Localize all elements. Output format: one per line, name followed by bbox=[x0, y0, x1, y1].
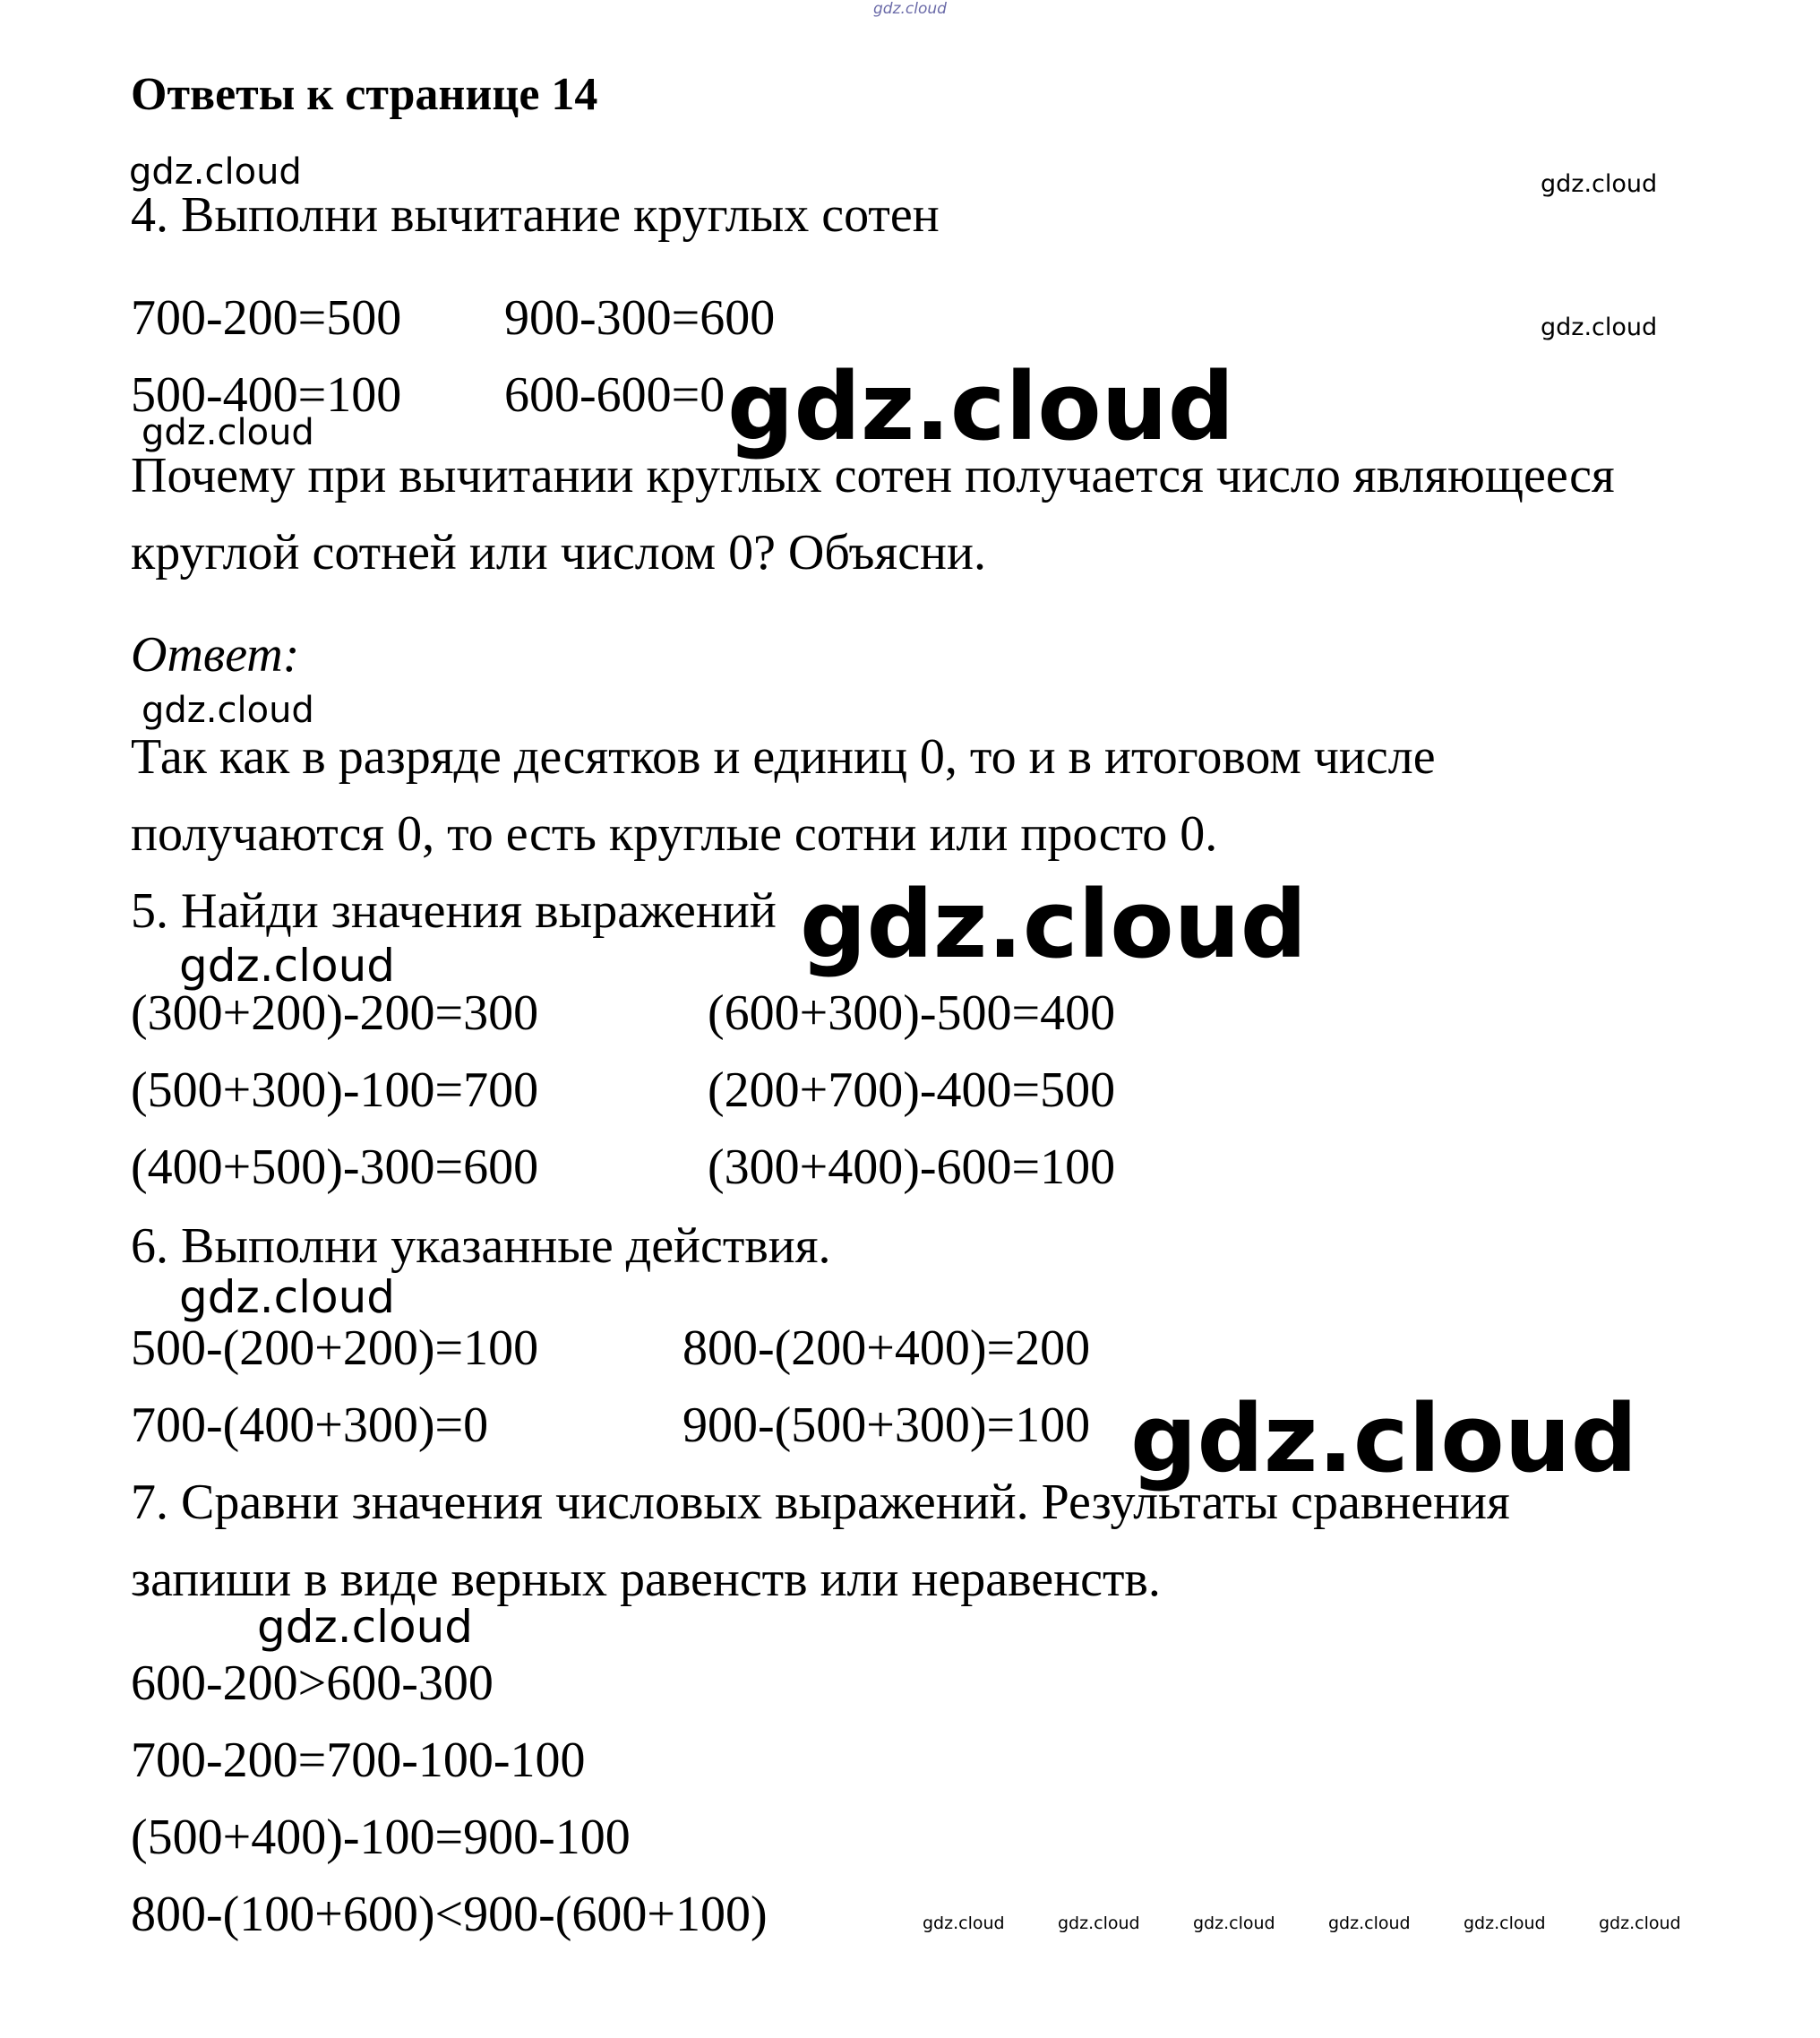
task7-expr: 700-200=700-100-100 bbox=[131, 1733, 586, 1788]
task5-expr: (600+300)-500=400 bbox=[708, 985, 1116, 1041]
task4-heading: 4. Выполни вычитание круглых сотен bbox=[131, 187, 940, 243]
task6-expr: 500-(200+200)=100 bbox=[131, 1320, 539, 1376]
watermark: gdz.cloud bbox=[142, 412, 314, 453]
task4-question: круглой сотней или числом 0? Объясни. bbox=[131, 525, 986, 580]
task7-expr: 800-(100+600)<900-(600+100) bbox=[131, 1887, 768, 1942]
task5-heading: 5. Найди значения выражений bbox=[131, 883, 777, 939]
task6-heading: 6. Выполни указанные действия. bbox=[131, 1218, 831, 1274]
task4-expr: 900-300=600 bbox=[504, 290, 776, 346]
watermark: gdz.cloud bbox=[873, 0, 947, 18]
watermark: gdz.cloud bbox=[800, 870, 1308, 979]
task4-answer: получаются 0, то есть круглые сотни или просто 0. bbox=[131, 806, 1218, 862]
page-title: Ответы к странице 14 bbox=[131, 69, 598, 120]
answer-label: Ответ: bbox=[131, 627, 300, 683]
task4-answer: Так как в разряде десятков и единиц 0, то и в итоговом числе bbox=[131, 729, 1436, 785]
task5-expr: (200+700)-400=500 bbox=[708, 1062, 1116, 1118]
watermark: gdz.cloud bbox=[1464, 1913, 1546, 1933]
task5-expr: (300+200)-200=300 bbox=[131, 985, 539, 1041]
watermark: gdz.cloud bbox=[1541, 170, 1658, 198]
task7-heading: запиши в виде верных равенств или неравенств. bbox=[131, 1552, 1161, 1607]
watermark: gdz.cloud bbox=[1130, 1384, 1638, 1493]
watermark: gdz.cloud bbox=[142, 690, 314, 731]
task4-expr: 700-200=500 bbox=[131, 290, 402, 346]
task5-expr: (300+400)-600=100 bbox=[708, 1139, 1116, 1195]
watermark: gdz.cloud bbox=[1541, 314, 1658, 341]
task4-expr: 500-400=100 bbox=[131, 367, 402, 423]
task7-expr: 600-200>600-300 bbox=[131, 1655, 494, 1711]
task7-heading: 7. Сравни значения числовых выражений. Результаты сравнения bbox=[131, 1475, 1510, 1530]
task6-expr: 800-(200+400)=200 bbox=[682, 1320, 1091, 1376]
watermark: gdz.cloud bbox=[1328, 1913, 1411, 1933]
watermark: gdz.cloud bbox=[257, 1601, 474, 1653]
watermark: gdz.cloud bbox=[1058, 1913, 1140, 1933]
watermark: gdz.cloud bbox=[1193, 1913, 1275, 1933]
watermark: gdz.cloud bbox=[179, 1271, 396, 1323]
watermark: gdz.cloud bbox=[129, 151, 302, 193]
task5-expr: (500+300)-100=700 bbox=[131, 1062, 539, 1118]
watermark: gdz.cloud bbox=[179, 940, 396, 992]
task4-question: Почему при вычитании круглых сотен получается число являющееся bbox=[131, 448, 1615, 503]
task7-expr: (500+400)-100=900-100 bbox=[131, 1810, 631, 1865]
task6-expr: 700-(400+300)=0 bbox=[131, 1397, 489, 1453]
task4-expr: 600-600=0 bbox=[504, 367, 725, 423]
watermark: gdz.cloud bbox=[1599, 1913, 1681, 1933]
watermark: gdz.cloud bbox=[923, 1913, 1005, 1933]
task5-expr: (400+500)-300=600 bbox=[131, 1139, 539, 1195]
task6-expr: 900-(500+300)=100 bbox=[682, 1397, 1091, 1453]
watermark: gdz.cloud bbox=[727, 352, 1235, 461]
